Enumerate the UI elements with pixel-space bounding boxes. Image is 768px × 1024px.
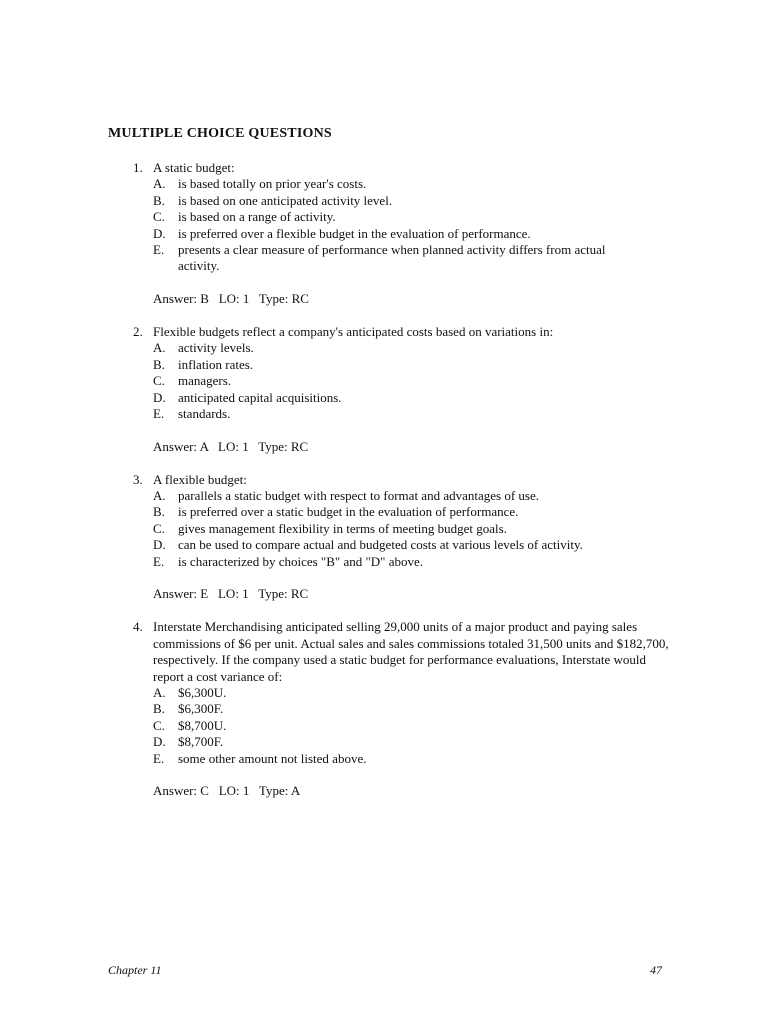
option-letter: C. bbox=[153, 373, 165, 389]
footer-chapter: Chapter 11 bbox=[108, 963, 162, 977]
option-d bbox=[153, 390, 673, 406]
option-text: can be used to compare actual and budgeted costs at various levels of activity. bbox=[178, 537, 583, 553]
option-letter: E. bbox=[153, 553, 165, 569]
option-letter: C. bbox=[153, 520, 165, 536]
option-letter: C. bbox=[153, 209, 165, 225]
option-text: activity levels. bbox=[178, 340, 254, 356]
option-text: is preferred over a static budget in the evaluation of performance. bbox=[178, 504, 519, 520]
question-stem: Interstate Merchandising anticipated selling 29,000 units of a major product and paying sales commissions of $6 per unit. Actual sales and sales commissions totaled 31,500 units and $182,700, respectively. If the company used a static budget for performance evaluations, Interstate would report a cost variance of: bbox=[153, 619, 669, 684]
option-d bbox=[153, 226, 673, 242]
question-number: 1. bbox=[133, 160, 143, 175]
question-stem: A static budget: bbox=[153, 160, 235, 175]
option-text: standards. bbox=[178, 406, 231, 422]
answer-line: Answer: A LO: 1 Type: RC bbox=[153, 438, 309, 454]
option-text: is preferred over a flexible budget in the evaluation of performance. bbox=[178, 225, 531, 241]
option-text: parallels a static budget with respect to format and advantages of use. bbox=[178, 488, 539, 504]
spacer bbox=[0, 603, 768, 619]
option-text: managers. bbox=[178, 373, 232, 389]
option-b bbox=[153, 193, 673, 209]
option-text: is based totally on prior year's costs. bbox=[178, 176, 367, 192]
option-letter: A. bbox=[153, 340, 166, 356]
option-a bbox=[153, 488, 673, 504]
option-d bbox=[153, 734, 673, 750]
option-letter: D. bbox=[153, 537, 166, 553]
question-2 bbox=[0, 324, 768, 455]
option-c bbox=[153, 373, 673, 389]
option-letter: A. bbox=[153, 684, 166, 700]
option-text: is based on one anticipated activity level. bbox=[178, 192, 393, 208]
option-letter: D. bbox=[153, 734, 166, 750]
option-letter: E. bbox=[153, 750, 165, 766]
option-a bbox=[153, 340, 673, 356]
option-text: is characterized by choices "B" and "D" above. bbox=[178, 553, 424, 569]
answer-line: Answer: B LO: 1 Type: RC bbox=[153, 291, 309, 307]
option-d bbox=[153, 537, 673, 553]
question-3 bbox=[0, 472, 768, 603]
option-letter: D. bbox=[153, 225, 166, 241]
footer-page-number: 47 bbox=[650, 963, 662, 977]
option-letter: D. bbox=[153, 389, 166, 405]
option-b bbox=[153, 357, 673, 373]
option-e bbox=[153, 242, 673, 275]
option-letter: B. bbox=[153, 504, 165, 520]
question-number: 3. bbox=[133, 471, 143, 487]
option-letter: B. bbox=[153, 701, 165, 717]
section-heading: MULTIPLE CHOICE QUESTIONS bbox=[108, 126, 332, 141]
option-text: $6,300U. bbox=[178, 684, 227, 700]
option-e bbox=[153, 406, 673, 422]
question-stem: A flexible budget: bbox=[153, 471, 247, 487]
question-4 bbox=[0, 619, 768, 799]
option-text: $8,700F. bbox=[178, 734, 224, 750]
option-letter: C. bbox=[153, 717, 165, 733]
option-letter: A. bbox=[153, 176, 166, 192]
option-text: $8,700U. bbox=[178, 717, 227, 733]
option-a bbox=[153, 176, 673, 192]
question-list bbox=[0, 160, 768, 800]
option-e bbox=[153, 751, 673, 767]
option-letter: B. bbox=[153, 192, 165, 208]
option-letter: E. bbox=[153, 406, 165, 422]
option-text: presents a clear measure of performance when planned activity differs from actual activity. bbox=[178, 242, 606, 274]
option-text: $6,300F. bbox=[178, 701, 224, 717]
option-b bbox=[153, 701, 673, 717]
option-text: some other amount not listed above. bbox=[178, 750, 367, 766]
question-stem: Flexible budgets reflect a company's anticipated costs based on variations in: bbox=[153, 324, 554, 340]
option-text: anticipated capital acquisitions. bbox=[178, 389, 342, 405]
question-number: 4. bbox=[133, 619, 143, 635]
spacer bbox=[0, 308, 768, 324]
option-text: gives management flexibility in terms of meeting budget goals. bbox=[178, 520, 507, 536]
option-letter: E. bbox=[153, 242, 165, 258]
answer-line: Answer: C LO: 1 Type: A bbox=[153, 783, 301, 799]
option-text: is based on a range of activity. bbox=[178, 209, 336, 225]
option-text: inflation rates. bbox=[178, 356, 254, 372]
question-1 bbox=[0, 160, 768, 308]
option-e bbox=[153, 554, 673, 570]
option-c bbox=[153, 521, 673, 537]
option-letter: B. bbox=[153, 356, 165, 372]
option-c bbox=[153, 209, 673, 225]
option-a bbox=[153, 685, 673, 701]
answer-line: Answer: E LO: 1 Type: RC bbox=[153, 586, 309, 602]
option-c bbox=[153, 718, 673, 734]
option-letter: A. bbox=[153, 488, 166, 504]
spacer bbox=[0, 455, 768, 471]
option-b bbox=[153, 504, 673, 520]
question-number: 2. bbox=[133, 324, 143, 340]
